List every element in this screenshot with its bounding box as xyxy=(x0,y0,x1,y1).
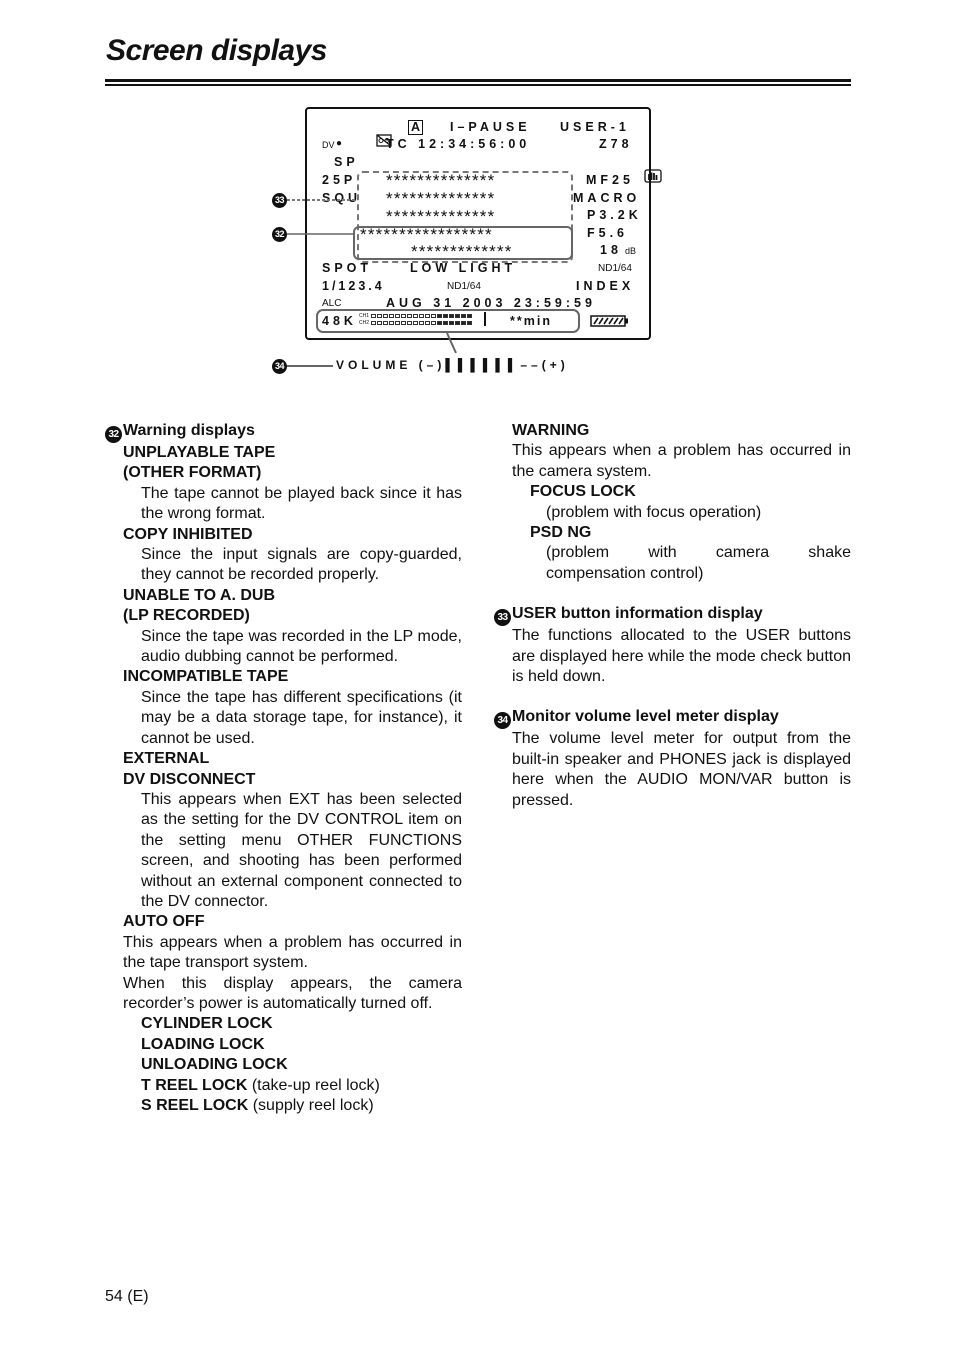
volume-line: VOLUME (–)▌▌▌▌▌▌––(+) xyxy=(336,358,569,372)
focus-lock-text: (problem with focus operation) xyxy=(546,503,762,521)
num-32: 32 xyxy=(105,426,122,443)
frame-rate: 25P xyxy=(322,173,357,187)
macro-label: MACRO xyxy=(573,191,641,205)
item-text: The tape cannot be played back since it has the wrong format. xyxy=(141,484,462,523)
mode-text: I–PAUSE xyxy=(450,120,531,134)
nd-filter-label: ND1/64 xyxy=(598,263,632,274)
ch2-label: CH2 xyxy=(359,320,370,326)
gain-value: 18 xyxy=(600,243,622,257)
user-info-text: The functions allocated to the USER buttons are displayed here while the mode check button is held down. xyxy=(512,627,851,686)
user-info-row-3: ************** xyxy=(386,207,496,226)
psd-ng-text: (problem with camera shake compensation control) xyxy=(546,544,851,582)
squeeze-label: SQU xyxy=(322,191,362,205)
callout-32: 32 xyxy=(272,227,287,242)
zoom-value: Z78 xyxy=(599,137,633,151)
auto-off-text-1: This appears when a problem has occurred in the tape transport system. xyxy=(123,933,462,972)
warning-text: This appears when a problem has occurred in the camera system. xyxy=(512,442,851,480)
ch1-label: CH1 xyxy=(359,313,370,319)
focus-lock-heading: FOCUS LOCK xyxy=(530,483,636,501)
item-heading: EXTERNAL xyxy=(123,750,210,768)
gain-unit: dB xyxy=(625,246,637,256)
warning-heading: WARNING xyxy=(512,422,590,439)
page-title: Screen displays xyxy=(106,34,327,67)
white-balance-value: P3.2K xyxy=(587,208,642,222)
a-box: A xyxy=(408,120,423,135)
user-info-row-1: ************** xyxy=(386,171,496,190)
auto-off-heading: AUTO OFF xyxy=(123,913,205,931)
warning-row-2: ************* xyxy=(411,242,513,261)
index-label: INDEX xyxy=(576,279,635,293)
lock-item: UNLOADING LOCK xyxy=(141,1056,288,1074)
warning-row-1: ***************** xyxy=(360,225,493,244)
num-33: 33 xyxy=(494,609,511,626)
nd-filter-value: ND1/64 xyxy=(447,281,481,292)
low-light-label: LOW LIGHT xyxy=(410,261,517,275)
user-info-row-2: ************** xyxy=(386,189,496,208)
user-info-heading: 33 USER button information display xyxy=(494,604,851,626)
item-text: Since the tape was recorded in the LP mode, audio dubbing cannot be performed. xyxy=(141,627,462,666)
lock-item: CYLINDER LOCK xyxy=(141,1015,273,1033)
date-time: AUG 31 2003 23:59:59 xyxy=(386,296,596,310)
item-heading: UNPLAYABLE TAPE xyxy=(123,444,276,461)
item-heading: INCOMPATIBLE TAPE xyxy=(123,668,289,686)
item-text: This appears when EXT has been selected as the setting for the DV CONTROL item on the setting menu OTHER FUNCTIONS screen, and shooting has been performed without an external component connected to the DV connector. xyxy=(141,790,462,910)
dv-label: DV xyxy=(322,140,335,150)
spot-label: SPOT xyxy=(322,261,373,275)
auto-off-text-2: When this display appears, the camera recorder’s power is automatically turned off. xyxy=(123,974,462,1012)
alc-label: ALC xyxy=(322,298,342,309)
warning-displays-heading: 32 Warning displays xyxy=(105,421,462,443)
lock-item: LOADING LOCK xyxy=(141,1035,265,1053)
lock-item: S REEL LOCK (supply reel lock) xyxy=(141,1097,374,1114)
lock-item: T REEL LOCK (take-up reel lock) xyxy=(141,1076,380,1094)
psd-ng-heading: PSD NG xyxy=(530,524,592,542)
monitor-volume-heading: 34 Monitor volume level meter display xyxy=(494,707,851,729)
item-heading: DV DISCONNECT xyxy=(123,770,256,788)
item-heading: (LP RECORDED) xyxy=(123,607,250,625)
item-text: Since the tape has different specifications (it may be a data storage tape, for instance), it cannot be used. xyxy=(141,688,462,747)
item-text: Since the input signals are copy-guarded, they cannot be recorded properly. xyxy=(141,546,462,584)
user-text: USER-1 xyxy=(560,120,630,134)
focus-value: MF25 xyxy=(586,173,634,187)
sp-label: SP xyxy=(334,155,359,169)
remaining-tape: **min xyxy=(510,314,552,328)
callout-34: 34 xyxy=(272,359,287,374)
iris-value: F5.6 xyxy=(587,226,629,240)
rec-dot: ● xyxy=(336,138,343,149)
left-column xyxy=(105,421,462,1116)
shutter-speed: 1/123.4 xyxy=(322,279,385,293)
item-heading: COPY INHIBITED xyxy=(123,525,253,543)
callout-33: 33 xyxy=(272,193,287,208)
monitor-volume-text: The volume level meter for output from the built-in speaker and PHONES jack is displayed here when the AUDIO MON/VAR button is pressed. xyxy=(512,730,851,809)
callout-lines xyxy=(0,0,954,400)
item-heading: UNABLE TO A. DUB xyxy=(123,586,275,604)
item-heading: (OTHER FORMAT) xyxy=(123,464,262,482)
page-number: 54 (E) xyxy=(105,1288,149,1305)
timecode: TC 12:34:56:00 xyxy=(386,137,531,151)
num-34: 34 xyxy=(494,712,511,729)
right-column xyxy=(494,421,851,811)
audio-sampling: 48K xyxy=(322,314,357,328)
